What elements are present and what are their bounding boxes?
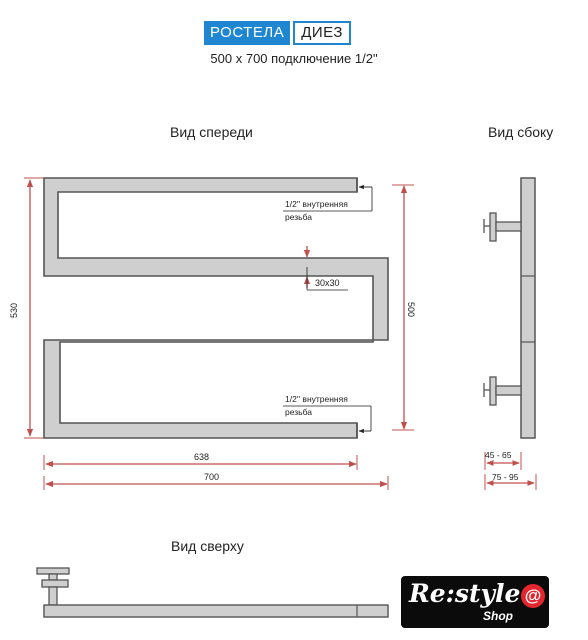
width-700-label: 700 bbox=[204, 472, 220, 482]
wall-far-label: 75 - 95 bbox=[492, 472, 519, 482]
logo-sub-text: Shop bbox=[483, 609, 513, 623]
top-view-heading: Вид сверху bbox=[171, 538, 244, 554]
height-500-label: 500 bbox=[406, 302, 416, 318]
top-view-rail bbox=[37, 568, 388, 617]
height-530-label: 530 bbox=[9, 302, 19, 318]
brand-part-1: РОСТЕЛА bbox=[204, 21, 290, 45]
diagram-subtitle: 500 x 700 подключение 1/2" bbox=[210, 51, 378, 66]
tube-size-label: 30x30 bbox=[315, 278, 340, 288]
side-view-rail bbox=[484, 178, 535, 438]
width-638-dimension bbox=[44, 452, 357, 470]
side-view-heading: Вид сбоку bbox=[488, 124, 554, 140]
width-638-label: 638 bbox=[194, 452, 210, 462]
front-view-heading: Вид спереди bbox=[170, 124, 253, 140]
upper-bracket bbox=[490, 213, 496, 241]
width-700-dimension bbox=[44, 472, 388, 490]
lower-bracket bbox=[490, 377, 496, 405]
cart-at-icon: @ bbox=[521, 584, 545, 608]
logo-main-text: Re:style bbox=[409, 579, 521, 608]
height-530-dimension bbox=[9, 178, 44, 438]
brand-part-2: ДИЕЗ bbox=[293, 21, 351, 45]
thread-top-line1: 1/2'' внутренняя bbox=[285, 199, 348, 209]
restyle-shop-logo bbox=[401, 576, 549, 628]
thread-top-line2: резьба bbox=[285, 212, 312, 222]
thread-bottom-line1: 1/2'' внутренняя bbox=[285, 394, 348, 404]
thread-bottom-line2: резьба bbox=[285, 407, 312, 417]
wall-near-label: 45 - 65 bbox=[485, 450, 512, 460]
wall-distance-dimensions bbox=[485, 450, 536, 490]
height-500-dimension bbox=[392, 185, 416, 430]
